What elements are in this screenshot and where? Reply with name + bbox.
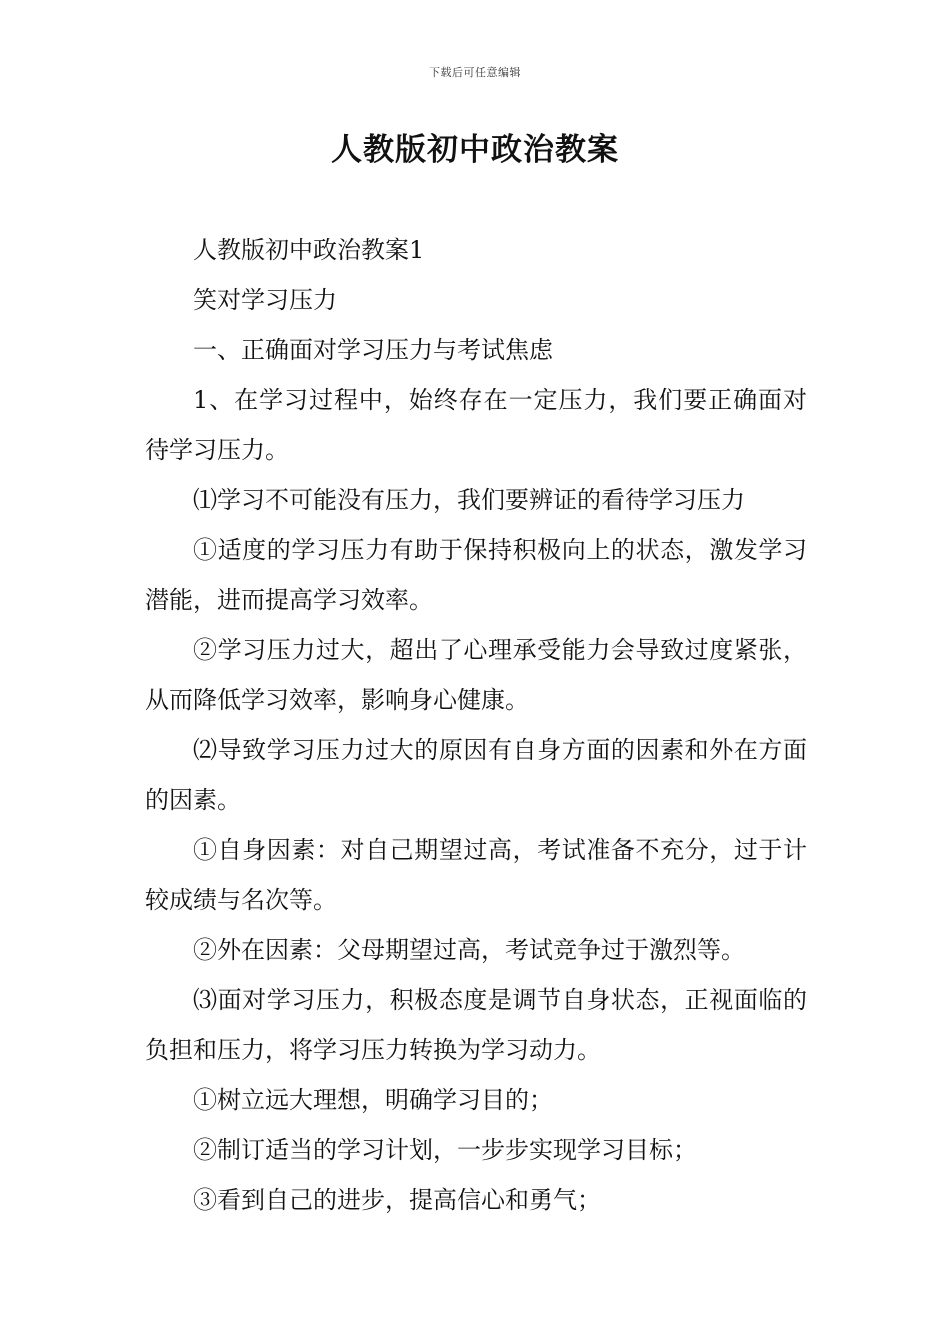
paragraph: ⑵导致学习压力过大的原因有自身方面的因素和外在方面的因素。 (145, 736, 807, 814)
paragraph: ①自身因素：对自己期望过高，考试准备不充分，过于计较成绩与名次等。 (145, 836, 807, 914)
paragraph: ②外在因素：父母期望过高，考试竞争过于激烈等。 (193, 936, 745, 964)
subsection-heading: 一、正确面对学习压力与考试焦虑 (193, 336, 553, 364)
section-heading: 人教版初中政治教案1 (193, 236, 425, 264)
topic-heading: 笑对学习压力 (193, 286, 337, 314)
paragraph: ①适度的学习压力有助于保持积极向上的状态，激发学习潜能，进而提高学习效率。 (145, 536, 807, 614)
document-title: 人教版初中政治教案 (331, 132, 619, 168)
paragraph: ①树立远大理想，明确学习目的； (193, 1086, 553, 1114)
paragraph: ⑴学习不可能没有压力，我们要辨证的看待学习压力 (193, 486, 745, 514)
header-note: 下载后可任意编辑 (429, 66, 521, 79)
paragraph: 1、在学习过程中，始终存在一定压力，我们要正确面对待学习压力。 (145, 386, 807, 464)
paragraph: ③看到自己的进步，提高信心和勇气； (193, 1186, 601, 1214)
document-body (145, 225, 807, 1225)
paragraph: ⑶面对学习压力，积极态度是调节自身状态，正视面临的负担和压力，将学习压力转换为学习动力。 (145, 986, 807, 1064)
paragraph: ②制订适当的学习计划，一步步实现学习目标； (193, 1136, 697, 1164)
paragraph: ②学习压力过大，超出了心理承受能力会导致过度紧张，从而降低学习效率，影响身心健康。 (145, 636, 807, 714)
